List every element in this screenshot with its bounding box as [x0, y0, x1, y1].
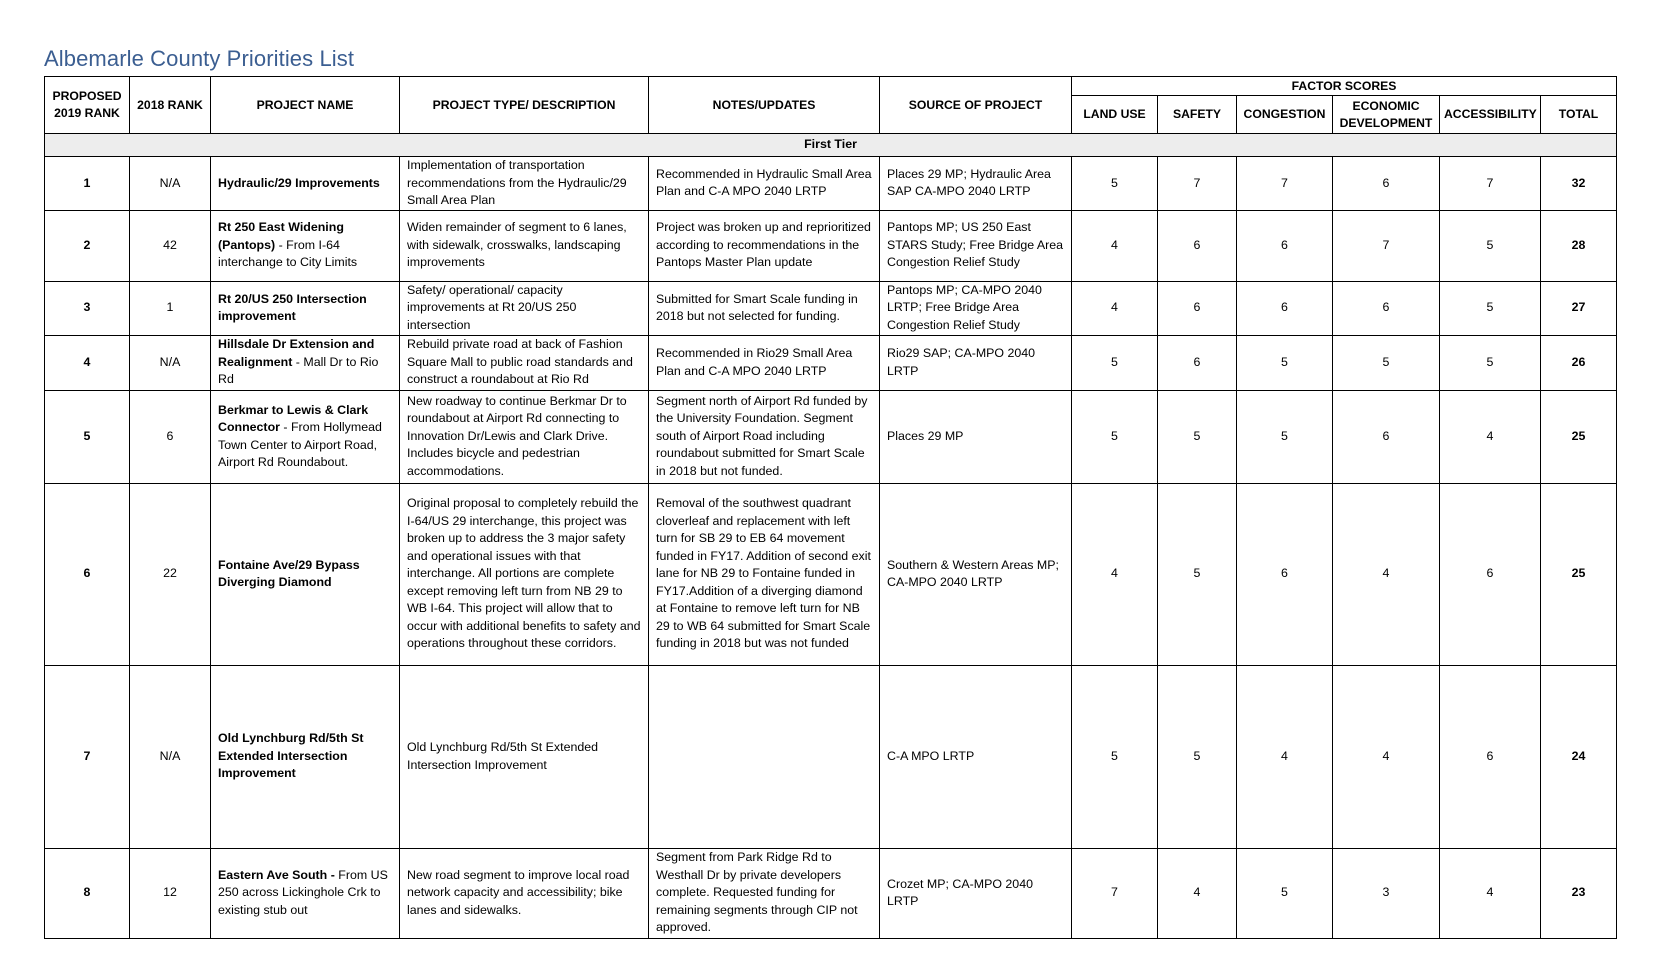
cell-notes: Submitted for Smart Scale funding in 2018 but not selected for funding.	[649, 281, 880, 335]
cell-land-use: 4	[1072, 281, 1158, 335]
cell-notes: Recommended in Rio29 Small Area Plan and C-A MPO 2040 LRTP	[649, 335, 880, 390]
cell-project-name	[211, 281, 400, 335]
cell-economic: 3	[1333, 848, 1440, 938]
table-row	[45, 665, 1617, 848]
cell-notes: Recommended in Hydraulic Small Area Plan and C-A MPO 2040 LRTP	[649, 157, 880, 211]
table-row	[45, 281, 1617, 335]
header-source: SOURCE OF PROJECT	[880, 77, 1072, 134]
cell-description: Rebuild private road at back of Fashion Square Mall to public road standards and construct a roundabout at Rio Rd	[400, 335, 649, 390]
cell-project-name	[211, 848, 400, 938]
cell-congestion: 5	[1237, 335, 1333, 390]
cell-source: Southern & Western Areas MP; CA-MPO 2040 LRTP	[880, 483, 1072, 665]
cell-congestion: 7	[1237, 157, 1333, 211]
cell-total: 28	[1541, 210, 1617, 281]
cell-safety: 6	[1158, 210, 1237, 281]
cell-notes: Segment from Park Ridge Rd to Westhall Dr by private developers complete. Requested funding for remaining segments through CIP not approved.	[649, 848, 880, 938]
cell-project-name	[211, 157, 400, 211]
cell-congestion: 6	[1237, 210, 1333, 281]
cell-congestion: 6	[1237, 483, 1333, 665]
cell-proposed-rank: 2	[45, 210, 130, 281]
cell-source: Pantops MP; US 250 East STARS Study; Free Bridge Area Congestion Relief Study	[880, 210, 1072, 281]
cell-2018-rank: 42	[130, 210, 211, 281]
tier-row	[45, 134, 1617, 157]
cell-accessibility: 5	[1440, 210, 1541, 281]
table-row	[45, 483, 1617, 665]
cell-notes: Segment north of Airport Rd funded by the University Foundation. Segment south of Airport Road including roundabout submitted for Smart Scale in 2018 but not funded.	[649, 390, 880, 483]
project-name-rest: From US 250 across Lickinghole Crk to existing stub out	[218, 867, 388, 917]
cell-total: 23	[1541, 848, 1617, 938]
cell-2018-rank: 22	[130, 483, 211, 665]
cell-land-use: 4	[1072, 210, 1158, 281]
cell-total: 25	[1541, 483, 1617, 665]
cell-land-use: 5	[1072, 335, 1158, 390]
header-total: TOTAL	[1541, 96, 1617, 134]
project-name-bold: Eastern Ave South -	[218, 867, 335, 882]
cell-2018-rank: 12	[130, 848, 211, 938]
cell-economic: 7	[1333, 210, 1440, 281]
cell-description: Safety/ operational/ capacity improvements at Rt 20/US 250 intersection	[400, 281, 649, 335]
cell-safety: 4	[1158, 848, 1237, 938]
cell-proposed-rank: 8	[45, 848, 130, 938]
project-name-bold: Hillsdale Dr Extension and Realignment	[218, 337, 375, 369]
table-row	[45, 390, 1617, 483]
cell-2018-rank: N/A	[130, 335, 211, 390]
project-name-rest: - From Hollymead Town Center to Airport Road, Airport Rd Roundabout.	[218, 420, 382, 469]
cell-land-use: 5	[1072, 665, 1158, 848]
cell-congestion: 5	[1237, 390, 1333, 483]
header-notes: NOTES/UPDATES	[649, 77, 880, 134]
cell-accessibility: 5	[1440, 281, 1541, 335]
header-congestion: CONGESTION	[1237, 96, 1333, 134]
cell-total: 24	[1541, 665, 1617, 848]
table-row	[45, 848, 1617, 938]
cell-project-name	[211, 483, 400, 665]
cell-notes: Project was broken up and reprioritized according to recommendations in the Pantops Master Plan update	[649, 210, 880, 281]
project-name-bold: Rt 250 East Widening (Pantops)	[218, 220, 344, 252]
table-row	[45, 157, 1617, 211]
project-name-bold: Rt 20/US 250 Intersection improvement	[218, 291, 367, 323]
cell-proposed-rank: 3	[45, 281, 130, 335]
cell-economic: 5	[1333, 335, 1440, 390]
header-2018-rank: 2018 RANK	[130, 77, 211, 134]
table-row	[45, 335, 1617, 390]
cell-accessibility: 6	[1440, 665, 1541, 848]
cell-description: New road segment to improve local road network capacity and accessibility; bike lanes and sidewalks.	[400, 848, 649, 938]
cell-congestion: 5	[1237, 848, 1333, 938]
cell-2018-rank: 1	[130, 281, 211, 335]
cell-accessibility: 7	[1440, 157, 1541, 211]
cell-proposed-rank: 4	[45, 335, 130, 390]
header-project-type: PROJECT TYPE/ DESCRIPTION	[400, 77, 649, 134]
header-project-name: PROJECT NAME	[211, 77, 400, 134]
cell-description: Implementation of transportation recommendations from the Hydraulic/29 Small Area Plan	[400, 157, 649, 211]
cell-accessibility: 4	[1440, 390, 1541, 483]
cell-congestion: 6	[1237, 281, 1333, 335]
header-land-use: LAND USE	[1072, 96, 1158, 134]
cell-project-name	[211, 665, 400, 848]
cell-accessibility: 5	[1440, 335, 1541, 390]
cell-notes	[649, 665, 880, 848]
cell-land-use: 5	[1072, 390, 1158, 483]
cell-description: Widen remainder of segment to 6 lanes, with sidewalk, crosswalks, landscaping improvements	[400, 210, 649, 281]
cell-economic: 6	[1333, 390, 1440, 483]
header-accessibility: ACCESSIBILITY	[1440, 96, 1541, 134]
project-name-rest: - Mall Dr to Rio Rd	[218, 354, 379, 387]
cell-notes: Removal of the southwest quadrant cloverleaf and replacement with left turn for SB 29 to EB 64 movement funded in FY17. Addition of second exit lane for NB 29 to Fontaine funded in FY17.Addition of a diverging diamond at Fontaine to remove left turn for NB 29 to WB 64 submitted for Smart Scale funding in 2018 but was not funded	[649, 483, 880, 665]
cell-congestion: 4	[1237, 665, 1333, 848]
priorities-table	[44, 76, 1617, 939]
cell-safety: 6	[1158, 335, 1237, 390]
cell-source: Crozet MP; CA-MPO 2040 LRTP	[880, 848, 1072, 938]
cell-proposed-rank: 1	[45, 157, 130, 211]
project-name-bold: Fontaine Ave/29 Bypass Diverging Diamond	[218, 557, 360, 589]
project-name-bold: Old Lynchburg Rd/5th St Extended Intersection Improvement	[218, 731, 364, 781]
cell-project-name	[211, 390, 400, 483]
header-factor-scores: FACTOR SCORES	[1072, 77, 1617, 96]
cell-project-name	[211, 335, 400, 390]
table-row	[45, 210, 1617, 281]
cell-proposed-rank: 7	[45, 665, 130, 848]
cell-safety: 7	[1158, 157, 1237, 211]
cell-accessibility: 4	[1440, 848, 1541, 938]
cell-total: 27	[1541, 281, 1617, 335]
cell-safety: 5	[1158, 665, 1237, 848]
project-name-bold: Berkmar to Lewis & Clark Connector	[218, 402, 369, 434]
page-title: Albemarle County Priorities List	[44, 46, 355, 71]
cell-economic: 6	[1333, 281, 1440, 335]
cell-proposed-rank: 5	[45, 390, 130, 483]
cell-economic: 4	[1333, 665, 1440, 848]
cell-description: Original proposal to completely rebuild the I-64/US 29 interchange, this project was broken up to address the 3 major safety and operational issues with that interchange. All portions are complete except removing left turn from NB 29 to WB I-64. This project will allow that to occur with additional benefits to safety and operations throughout these corridors.	[400, 483, 649, 665]
cell-2018-rank: N/A	[130, 157, 211, 211]
cell-economic: 6	[1333, 157, 1440, 211]
header-safety: SAFETY	[1158, 96, 1237, 134]
cell-land-use: 7	[1072, 848, 1158, 938]
cell-description: Old Lynchburg Rd/5th St Extended Intersection Improvement	[400, 665, 649, 848]
project-name-rest: - From I-64 interchange to City Limits	[218, 237, 358, 270]
cell-safety: 5	[1158, 483, 1237, 665]
tier-label: First Tier	[45, 134, 1617, 157]
cell-land-use: 5	[1072, 157, 1158, 211]
cell-source: Places 29 MP	[880, 390, 1072, 483]
cell-2018-rank: N/A	[130, 665, 211, 848]
header-economic-development: ECONOMIC DEVELOPMENT	[1333, 96, 1440, 134]
cell-source: C-A MPO LRTP	[880, 665, 1072, 848]
cell-accessibility: 6	[1440, 483, 1541, 665]
cell-2018-rank: 6	[130, 390, 211, 483]
cell-source: Places 29 MP; Hydraulic Area SAP CA-MPO 2040 LRTP	[880, 157, 1072, 211]
cell-proposed-rank: 6	[45, 483, 130, 665]
cell-source: Rio29 SAP; CA-MPO 2040 LRTP	[880, 335, 1072, 390]
cell-total: 26	[1541, 335, 1617, 390]
cell-project-name	[211, 210, 400, 281]
header-row-top	[45, 77, 1617, 96]
project-name-bold: Hydraulic/29 Improvements	[218, 175, 380, 190]
cell-total: 25	[1541, 390, 1617, 483]
cell-safety: 6	[1158, 281, 1237, 335]
cell-total: 32	[1541, 157, 1617, 211]
cell-safety: 5	[1158, 390, 1237, 483]
cell-source: Pantops MP; CA-MPO 2040 LRTP; Free Bridge Area Congestion Relief Study	[880, 281, 1072, 335]
cell-land-use: 4	[1072, 483, 1158, 665]
cell-economic: 4	[1333, 483, 1440, 665]
cell-description: New roadway to continue Berkmar Dr to roundabout at Airport Rd connecting to Innovation Dr/Lewis and Clark Drive. Includes bicycle and pedestrian accommodations.	[400, 390, 649, 483]
header-proposed-rank: PROPOSED 2019 RANK	[45, 77, 130, 134]
